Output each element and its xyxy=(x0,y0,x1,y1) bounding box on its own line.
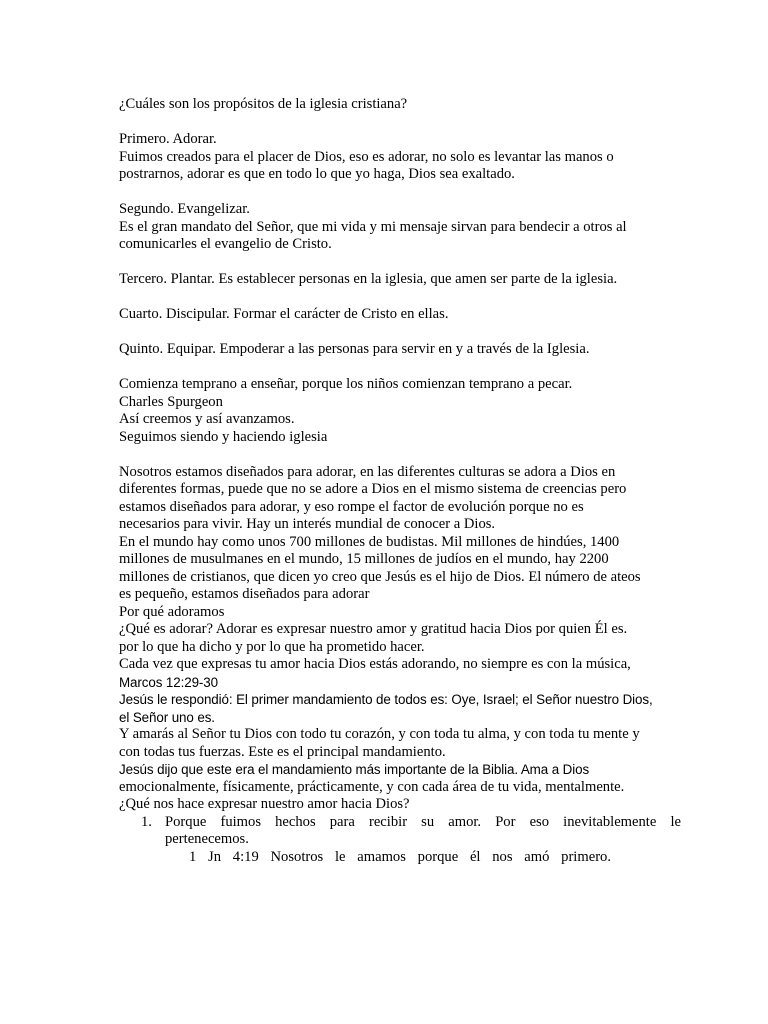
spacer xyxy=(119,254,681,272)
document-page xyxy=(119,96,681,866)
verse-reference: Marcos 12:29-30 xyxy=(119,674,218,690)
body-line: millones de cristianos, que dicen yo creo que Jesús es el hijo de Dios. El número de ateos xyxy=(119,568,641,585)
body-line: necesarios para vivir. Hay un interés mundial de conocer a Dios. xyxy=(119,516,496,532)
body-line: por lo que ha dicho y por lo que ha prometido hacer. xyxy=(119,638,425,655)
body-line: es pequeño, estamos diseñados para adorar xyxy=(119,586,370,602)
section-heading-second: Segundo. Evangelizar. xyxy=(119,201,250,217)
body-line: ¿Qué nos hace expresar nuestro amor hacia Dios? xyxy=(119,796,410,812)
paragraph-line: Fuimos creados para el placer de Dios, eso es adorar, no solo es levantar las manos o xyxy=(119,148,614,165)
closing-line: con todas tus fuerzas. Este es el principal mandamiento. xyxy=(119,743,446,760)
body-line: Jesús dijo que este era el mandamiento más importante de la Biblia. Ama a Dios xyxy=(119,762,590,777)
body-line: Por qué adoramos xyxy=(119,603,225,620)
list-item-text: Porque fuimos hechos para recibir su amor. Por eso inevitablemente le xyxy=(165,813,681,830)
spacer xyxy=(119,359,681,377)
section-fifth: Quinto. Equipar. Empoderar a las personas para servir en y a través de la Iglesia. xyxy=(119,341,590,357)
list-item-number: 1. xyxy=(141,813,152,830)
paragraph-line: Es el gran mandato del Señor, que mi vida y mi mensaje sirvan para bendecir a otros al xyxy=(119,218,627,235)
section-heading-first: Primero. Adorar. xyxy=(119,131,217,147)
body-line: ¿Qué es adorar? Adorar es expresar nuestro amor y gratitud hacia Dios por quien Él es. xyxy=(119,621,628,637)
spacer xyxy=(119,289,681,307)
body-line: emocionalmente, físicamente, prácticamente, y con cada área de tu vida, mentalmente. xyxy=(119,778,625,795)
spacer xyxy=(119,446,681,464)
body-line: Nosotros estamos diseñados para adorar, en las diferentes culturas se adora a Dios en xyxy=(119,463,616,480)
paragraph-line: postrarnos, adorar es que en todo lo que yo haga, Dios sea exaltado. xyxy=(119,166,515,182)
quote-line: Comienza temprano a enseñar, porque los niños comienzan temprano a pecar. xyxy=(119,376,573,392)
spacer xyxy=(119,324,681,342)
spacer xyxy=(119,184,681,202)
section-fourth: Cuarto. Discipular. Formar el carácter de Cristo en ellas. xyxy=(119,306,449,322)
body-line: En el mundo hay como unos 700 millones de budistas. Mil millones de hindúes, 1400 xyxy=(119,533,620,550)
paragraph-line: comunicarles el evangelio de Cristo. xyxy=(119,236,332,252)
quote-author: Charles Spurgeon xyxy=(119,393,223,410)
verse-line: Jesús le respondió: El primer mandamiento de todos es: Oye, Israel; el Señor nuestro Dios, xyxy=(119,692,653,707)
question-title: ¿Cuáles son los propósitos de la iglesia cristiana? xyxy=(119,96,408,112)
sub-list-item-text: 1 Jn 4:19 Nosotros le amamos porque él nos amó primero. xyxy=(189,848,611,865)
body-line: millones de musulmanes en el mundo, 15 millones de judíos en el mundo, hay 2200 xyxy=(119,551,609,567)
body-line: estamos diseñados para adorar, y eso rompe el factor de evolución porque no es xyxy=(119,498,584,515)
closing-line: Y amarás al Señor tu Dios con todo tu corazón, y con toda tu alma, y con toda tu mente y xyxy=(119,726,640,742)
list-item-text: pertenecemos. xyxy=(165,831,249,847)
body-line: diferentes formas, puede que no se adore a Dios en el mismo sistema de creencias pero xyxy=(119,481,627,497)
quote-line: Así creemos y así avanzamos. xyxy=(119,411,295,427)
sub-list-item xyxy=(119,849,611,867)
quote-line: Seguimos siendo y haciendo iglesia xyxy=(119,428,328,445)
verse-line: el Señor uno es. xyxy=(119,709,215,725)
body-line: Cada vez que expresas tu amor hacia Dios estás adorando, no siempre es con la música, xyxy=(119,656,631,672)
list-item xyxy=(119,814,681,849)
section-third: Tercero. Plantar. Es establecer personas en la iglesia, que amen ser parte de la iglesia. xyxy=(119,271,618,287)
spacer xyxy=(119,114,681,132)
